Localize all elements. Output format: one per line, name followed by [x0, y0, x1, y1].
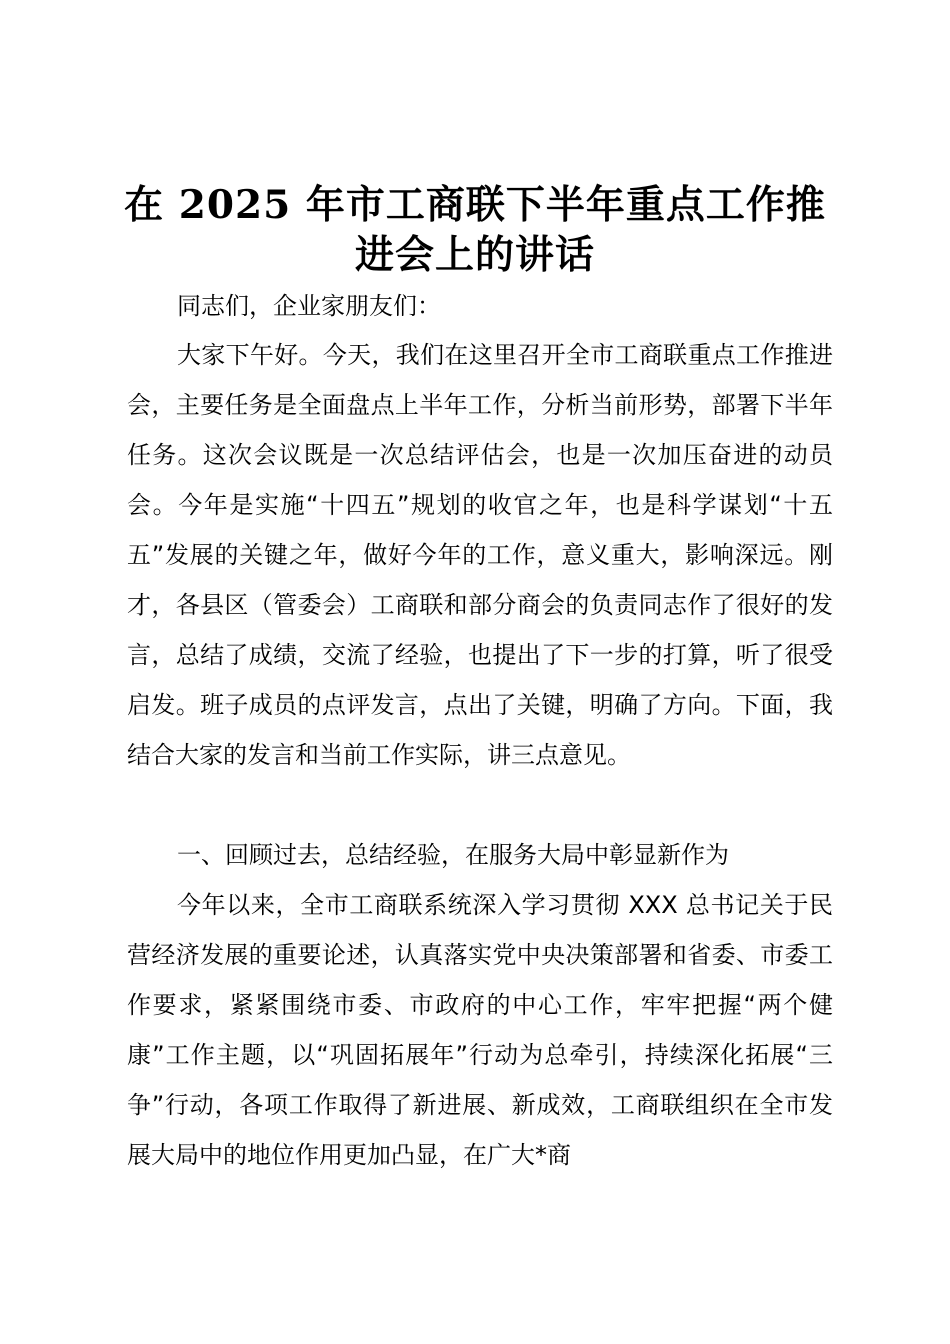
- document-title: 在 2025 年市工商联下半年重点工作推进会上的讲话: [124, 182, 826, 278]
- paragraph-intro: 大家下午好。今天，我们在这里召开全市工商联重点工作推进会，主要任务是全面盘点上半年工作，分析当前形势，部署下半年任务。这次会议既是一次总结评估会，也是一次加压奋进的动员会。今年是实施“十四五”规划的收官之年，也是科学谋划“十五五”发展的关键之年，做好今年的工作，意义重大，影响深远。刚才，各县区（管委会）工商联和部分商会的负责同志作了很好的发言，总结了成绩，交流了经验，也提出了下一步的打算，听了很受启发。班子成员的点评发言，点出了关键，明确了方向。下面，我结合大家的发言和当前工作实际，讲三点意见。: [127, 341, 833, 769]
- paragraph-review: 今年以来，全市工商联系统深入学习贯彻 XXX 总书记关于民营经济发展的重要论述，认真落实党中央决策部署和省委、市委工作要求，紧紧围绕市委、市政府的中心工作，牢牢把握“两个健康”工作主题，以“巩固拓展年”行动为总牵引，持续深化拓展“三争”行动，各项工作取得了新进展、新成效，工商联组织在全市发展大局中的地位作用更加凸显，在广大*商: [127, 891, 833, 1169]
- salutation: 同志们，企业家朋友们：: [177, 292, 441, 320]
- section-heading: 一、回顾过去，总结经验，在服务大局中彰显新作为: [177, 841, 729, 869]
